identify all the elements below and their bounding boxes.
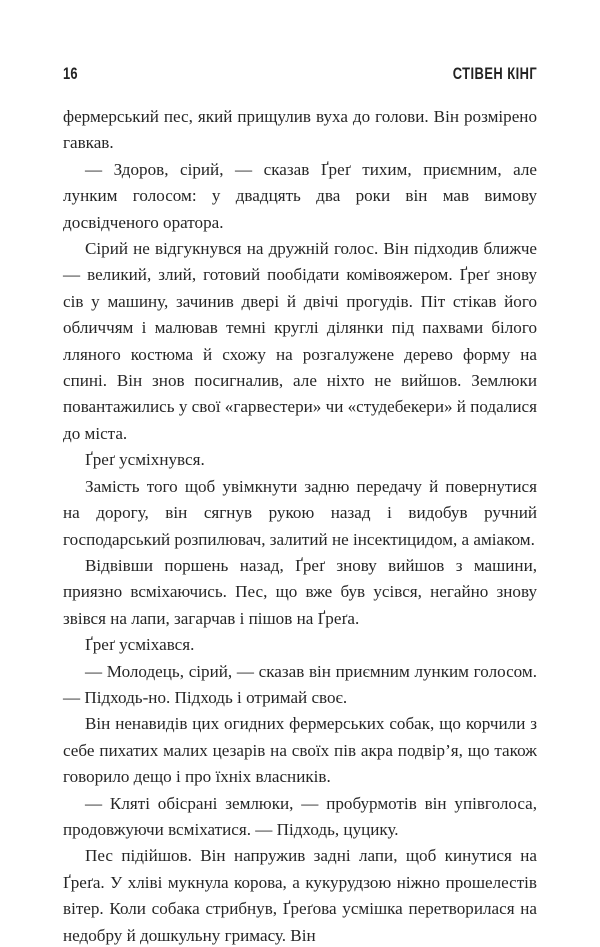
body-paragraph: Ґреґ усміхнувся. bbox=[85, 450, 205, 470]
page-number: 16 bbox=[63, 63, 78, 83]
body-text-block bbox=[63, 104, 537, 947]
body-paragraph: Пес підійшов. Він напружив задні лапи, щоб кинутися на Ґреґа. У хліві мукнула корова, а кукурудзою ніжно прошелестів вітер. Коли собака стрибнув, Ґреґова усмішка перетворилася на недобру й дошкульну гримасу. Він bbox=[63, 846, 537, 945]
body-paragraph: Сірий не відгукнувся на дружній голос. Він підходив ближче — великий, злий, готовий пообідати комівояжером. Ґреґ знову сів у машину, зачинив двері й двічі прогудів. Піт стікав його обличчям і малював темні круглі ділянки під пахвами білого лляного костюма й схожу на розгалужене дерево форму на спині. Він знов посигналив, але ніхто не вийшов. Землюки повантажились у свої «гарвестери» чи «студебекери» й подалися до міста. bbox=[63, 239, 537, 443]
body-paragraph: Відвівши поршень назад, Ґреґ знову вийшов з машини, приязно всміхаючись. Пес, що вже був усівся, негайно знову звівся на лапи, загарчав і пішов на Ґреґа. bbox=[63, 555, 537, 628]
body-paragraph: Ґреґ усміхався. bbox=[85, 635, 195, 655]
body-paragraph: Замість того щоб увімкнути задню передачу й повернутися на дорогу, він сягнув рукою назад і видобув ручний господарський розпилювач, залитий не інсектицидом, а аміаком. bbox=[63, 476, 537, 549]
body-paragraph: — Здоров, сірий, — сказав Ґреґ тихим, приємним, але лунким голосом: у двадцять два роки він мав вимову досвідченого оратора. bbox=[63, 159, 537, 232]
running-head bbox=[63, 62, 537, 84]
body-paragraph: — Кляті обісрані землюки, — пробурмотів він упівголоса, продовжуючи всміхатися. — Підходь, цуцику. bbox=[63, 793, 537, 839]
running-head-author: СТІВЕН КІНГ bbox=[452, 63, 537, 83]
body-paragraph: — Молодець, сірий, — сказав він приємним лунким голосом. — Підходь-но. Підходь і отримай своє. bbox=[63, 661, 537, 707]
body-paragraph: Він ненавидів цих огидних фермерських собак, що корчили з себе пихатих малих цезарів на своїх пів акра подвір’я, що також говорило дещо і про їхніх власників. bbox=[63, 714, 537, 787]
body-paragraph: фермерський пес, який прищулив вуха до голови. Він розмірено гавкав. bbox=[63, 107, 537, 153]
